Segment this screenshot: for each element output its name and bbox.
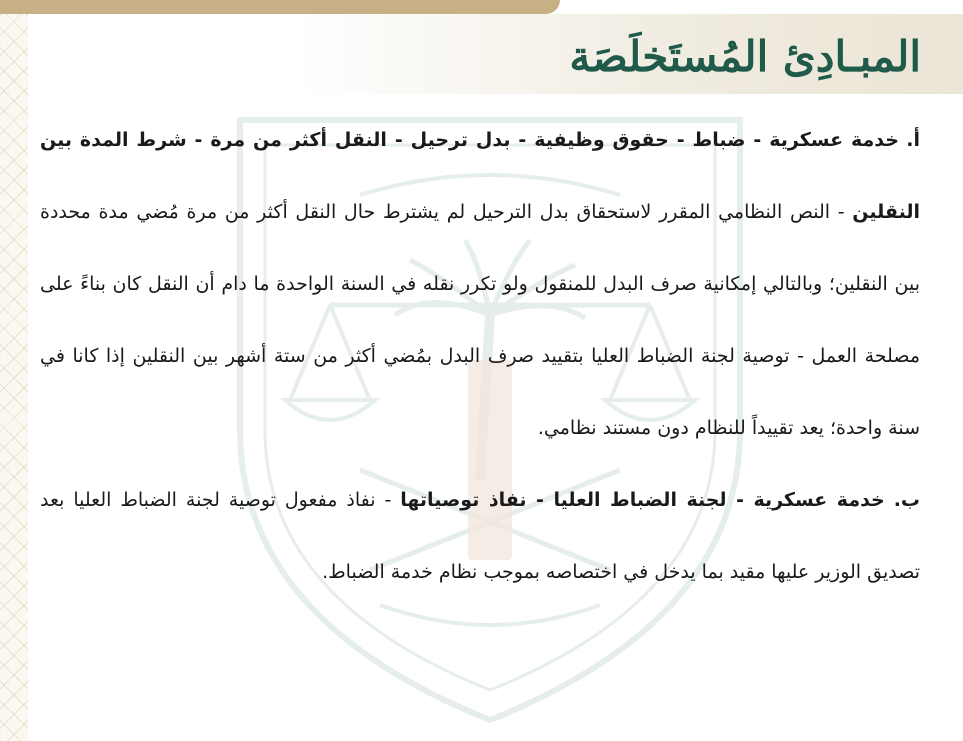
principle-item-a: [40, 104, 920, 464]
principle-keywords: خدمة عسكرية - لجنة الضباط العليا - نفاذ توصياتها: [400, 489, 885, 511]
principle-item-b: [40, 464, 920, 608]
top-decorative-bar: [0, 0, 560, 14]
section-title: المبـادِئ المُستَخلَصَة: [569, 32, 921, 81]
geometric-pattern-strip: [0, 0, 28, 741]
principle-keywords: خدمة عسكرية - ضباط - حقوق وظيفية - بدل ترحيل - النقل أكثر من مرة - شرط المدة بين النقلين: [40, 129, 920, 223]
principle-text: - النص النظامي المقرر لاستحقاق بدل الترحيل لم يشترط حال النقل أكثر من مرة مُضي مدة محددة بين النقلين؛ وبالتالي إمكانية صرف البدل للمنقول ولو تكرر نقله في السنة الواحدة ما دام أن النقل كان بناءً على مصلحة العمل - توصية لجنة الضباط العليا بتقييد صرف البدل بمُضي أكثر من ستة أشهر بين النقلين إذا كانا في سنة واحدة؛ يعد تقييداً للنظام دون مستند نظامي.: [40, 201, 920, 439]
principle-bullet: أ.: [906, 129, 920, 151]
principle-bullet: ب.: [893, 489, 920, 511]
principle-text: - نفاذ مفعول توصية لجنة الضباط العليا بعد تصديق الوزير عليها مقيد بما يدخل في اختصاصه بموجب نظام خدمة الضباط.: [40, 489, 920, 583]
principles-body: [40, 104, 920, 608]
header-band: [300, 14, 963, 94]
